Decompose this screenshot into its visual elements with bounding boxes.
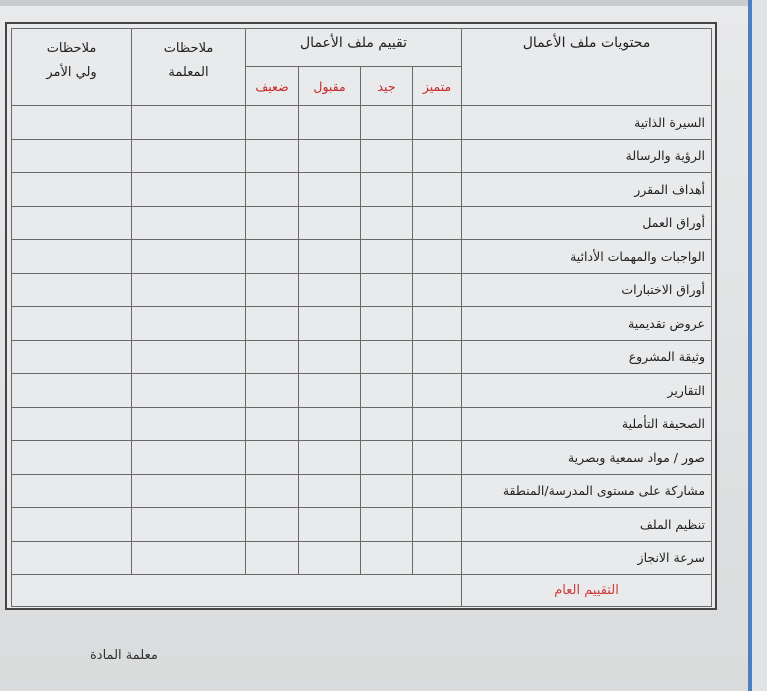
table-row — [12, 508, 712, 542]
table-row — [12, 173, 712, 207]
notes-cell[interactable] — [132, 206, 246, 240]
grade-cell[interactable] — [361, 240, 413, 274]
grade-weak: ضعيف — [246, 67, 299, 106]
notes-cell[interactable] — [12, 240, 132, 274]
notes-cell[interactable] — [12, 273, 132, 307]
general-evaluation-label: التقييم العام — [462, 575, 712, 607]
grade-cell[interactable] — [361, 508, 413, 542]
notes-cell[interactable] — [12, 441, 132, 475]
grade-cell[interactable] — [413, 374, 462, 408]
grade-cell[interactable] — [413, 508, 462, 542]
grade-cell[interactable] — [299, 173, 361, 207]
table-row — [12, 541, 712, 575]
item-label: وثيقة المشروع — [462, 340, 712, 374]
item-label: الواجبات والمهمات الأدائية — [462, 240, 712, 274]
item-label: عروض تقديمية — [462, 307, 712, 341]
notes-cell[interactable] — [12, 173, 132, 207]
grade-cell[interactable] — [299, 508, 361, 542]
notes-cell[interactable] — [132, 441, 246, 475]
item-label: أوراق العمل — [462, 206, 712, 240]
item-label: تنظيم الملف — [462, 508, 712, 542]
notes-cell[interactable] — [132, 106, 246, 140]
notes-cell[interactable] — [132, 474, 246, 508]
table-row — [12, 474, 712, 508]
grade-cell[interactable] — [246, 441, 299, 475]
parent-notes-line2: ولي الأمر — [46, 65, 97, 80]
grade-cell[interactable] — [413, 173, 462, 207]
table-row — [12, 206, 712, 240]
grade-cell[interactable] — [246, 374, 299, 408]
notes-cell[interactable] — [12, 474, 132, 508]
item-label: مشاركة على مستوى المدرسة/المنطقة — [462, 474, 712, 508]
notes-cell[interactable] — [12, 374, 132, 408]
table-row — [12, 106, 712, 140]
teacher-notes-line1: ملاحظات — [163, 41, 214, 56]
item-label: صور / مواد سمعية وبصرية — [462, 441, 712, 475]
grade-cell[interactable] — [361, 139, 413, 173]
general-evaluation-row — [12, 575, 712, 607]
portfolio-evaluation-form — [5, 22, 717, 610]
grade-cell[interactable] — [413, 407, 462, 441]
grade-cell[interactable] — [361, 106, 413, 140]
table-row — [12, 407, 712, 441]
parent-notes-header — [12, 29, 132, 106]
table-row — [12, 139, 712, 173]
notes-cell[interactable] — [132, 340, 246, 374]
table-row — [12, 240, 712, 274]
item-label: الصحيفة التأملية — [462, 407, 712, 441]
notes-cell[interactable] — [132, 541, 246, 575]
table-row — [12, 273, 712, 307]
grade-cell[interactable] — [299, 407, 361, 441]
grade-cell[interactable] — [413, 474, 462, 508]
notes-cell[interactable] — [132, 173, 246, 207]
notes-cell[interactable] — [12, 206, 132, 240]
grade-cell[interactable] — [413, 441, 462, 475]
item-label: أوراق الاختبارات — [462, 273, 712, 307]
item-label: السيرة الذاتية — [462, 106, 712, 140]
table-row — [12, 374, 712, 408]
grade-cell[interactable] — [361, 407, 413, 441]
grade-cell[interactable] — [413, 541, 462, 575]
notes-cell[interactable] — [132, 508, 246, 542]
item-label: أهداف المقرر — [462, 173, 712, 207]
general-evaluation-cell[interactable] — [12, 575, 462, 607]
teacher-notes-line2: المعلمة — [168, 65, 209, 80]
grade-cell[interactable] — [246, 541, 299, 575]
grade-cell[interactable] — [299, 273, 361, 307]
grade-good: جيد — [361, 67, 413, 106]
grade-cell[interactable] — [361, 307, 413, 341]
grade-cell[interactable] — [361, 374, 413, 408]
grade-cell[interactable] — [246, 508, 299, 542]
header-row — [12, 29, 712, 67]
grade-cell[interactable] — [246, 474, 299, 508]
grade-cell[interactable] — [299, 206, 361, 240]
notes-cell[interactable] — [132, 374, 246, 408]
grade-cell[interactable] — [299, 340, 361, 374]
evaluation-table — [11, 28, 712, 607]
notes-cell[interactable] — [12, 139, 132, 173]
grade-cell[interactable] — [413, 106, 462, 140]
grade-cell[interactable] — [413, 307, 462, 341]
notes-cell[interactable] — [12, 508, 132, 542]
grade-cell[interactable] — [361, 441, 413, 475]
table-row — [12, 307, 712, 341]
notes-cell[interactable] — [132, 307, 246, 341]
evaluation-header: تقييم ملف الأعمال — [246, 29, 462, 67]
grade-cell[interactable] — [299, 541, 361, 575]
grade-cell[interactable] — [361, 273, 413, 307]
grade-cell[interactable] — [361, 541, 413, 575]
grade-cell[interactable] — [361, 206, 413, 240]
table-row — [12, 441, 712, 475]
table-row — [12, 340, 712, 374]
grade-cell[interactable] — [246, 106, 299, 140]
grade-cell[interactable] — [413, 273, 462, 307]
grade-cell[interactable] — [299, 374, 361, 408]
grade-acceptable: مقبول — [299, 67, 361, 106]
grade-cell[interactable] — [413, 240, 462, 274]
grade-cell[interactable] — [299, 139, 361, 173]
grade-cell[interactable] — [246, 173, 299, 207]
grade-excellent: متميز — [413, 67, 462, 106]
notes-cell[interactable] — [132, 240, 246, 274]
subject-teacher-signature-label: معلمة المادة — [90, 648, 158, 663]
notes-cell[interactable] — [132, 139, 246, 173]
notes-cell[interactable] — [12, 340, 132, 374]
teacher-notes-header — [132, 29, 246, 106]
grade-cell[interactable] — [361, 340, 413, 374]
item-label: التقارير — [462, 374, 712, 408]
item-label: سرعة الانجاز — [462, 541, 712, 575]
grade-cell[interactable] — [299, 474, 361, 508]
grade-cell[interactable] — [299, 106, 361, 140]
grade-cell[interactable] — [299, 441, 361, 475]
grade-cell[interactable] — [299, 240, 361, 274]
parent-notes-line1: ملاحظات — [46, 41, 97, 56]
grade-cell[interactable] — [361, 474, 413, 508]
grade-cell[interactable] — [246, 273, 299, 307]
notes-cell[interactable] — [12, 407, 132, 441]
grade-cell[interactable] — [246, 407, 299, 441]
contents-header: محتويات ملف الأعمال — [462, 29, 712, 106]
notes-cell[interactable] — [132, 407, 246, 441]
notes-cell[interactable] — [12, 307, 132, 341]
notes-cell[interactable] — [12, 106, 132, 140]
grade-cell[interactable] — [413, 340, 462, 374]
grade-cell[interactable] — [246, 307, 299, 341]
grade-cell[interactable] — [246, 340, 299, 374]
grade-cell[interactable] — [413, 139, 462, 173]
grade-cell[interactable] — [299, 307, 361, 341]
grade-cell[interactable] — [246, 206, 299, 240]
item-label: الرؤية والرسالة — [462, 139, 712, 173]
grade-cell[interactable] — [246, 240, 299, 274]
grade-cell[interactable] — [361, 173, 413, 207]
notes-cell[interactable] — [12, 541, 132, 575]
window-margin — [752, 0, 767, 691]
notes-cell[interactable] — [132, 273, 246, 307]
grade-cell[interactable] — [413, 206, 462, 240]
grade-cell[interactable] — [246, 139, 299, 173]
